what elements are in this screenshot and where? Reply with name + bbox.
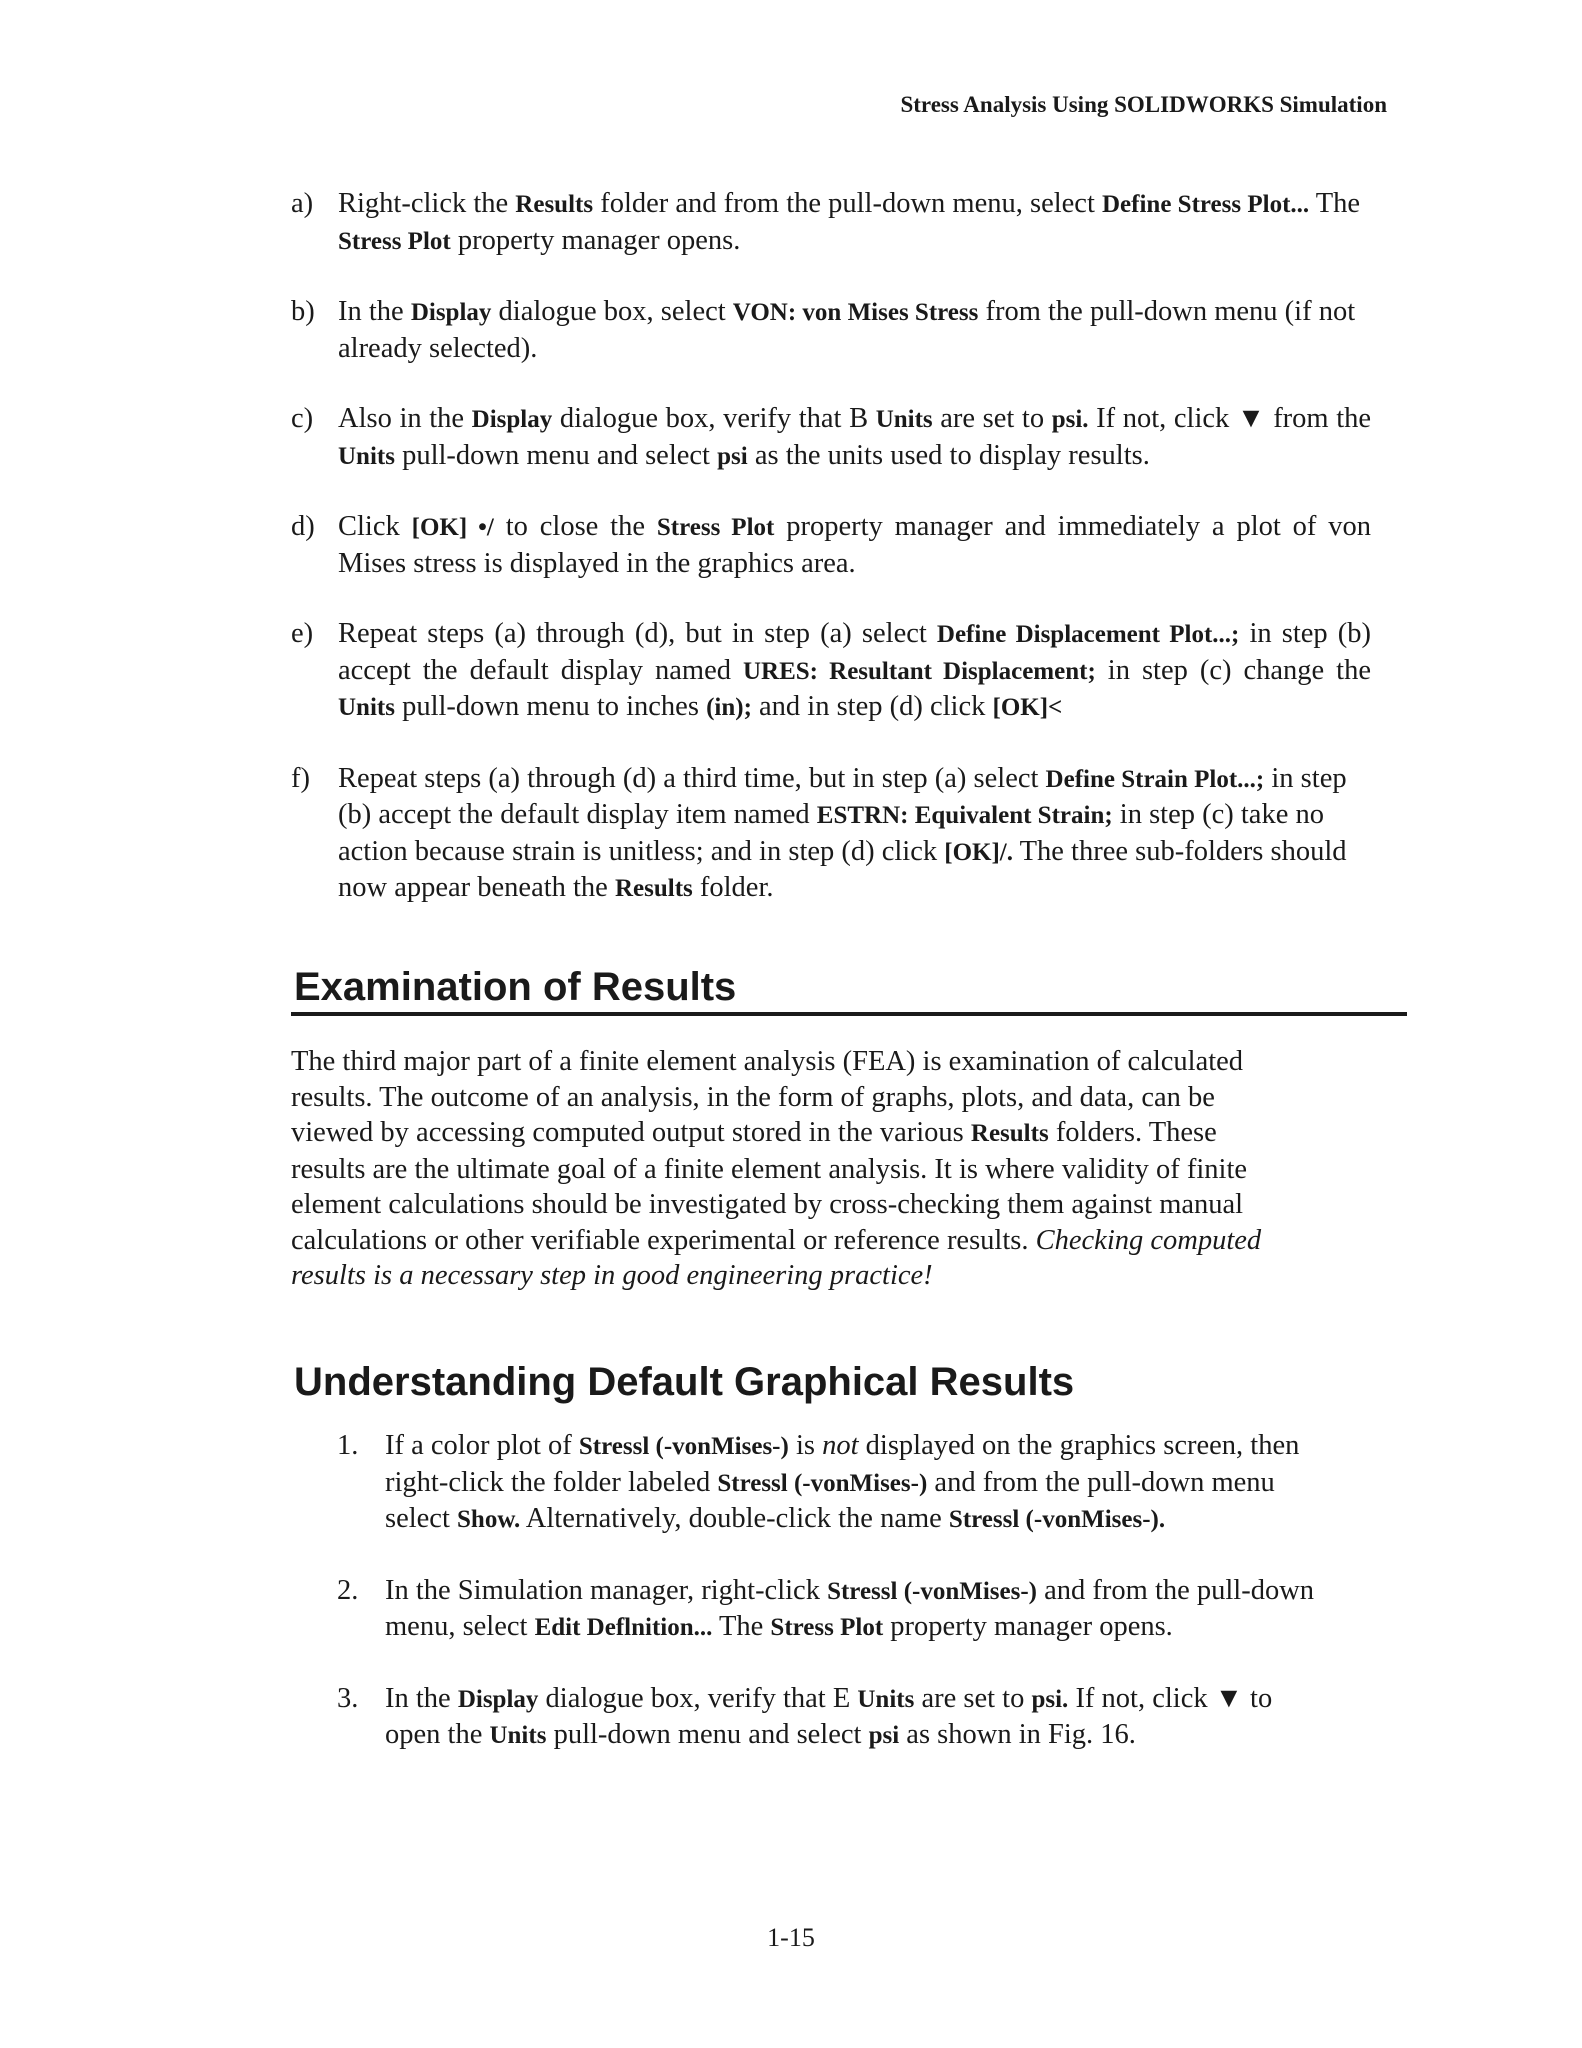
units-ref: Units: [338, 694, 395, 721]
units-ref: Units: [857, 1685, 915, 1713]
define-strain-plot-ref: Define Strain Plot...;: [1045, 765, 1265, 793]
step-number: 1.: [337, 1430, 359, 1461]
step-text: from the pull-down menu (if not already selected).: [338, 296, 1356, 364]
emphasis-text: Checking computed results is a necessary step in good engineering practice!: [291, 1224, 1262, 1291]
step-text: Also in the: [338, 403, 472, 434]
step-label: d): [291, 511, 315, 542]
step-text: Repeat steps (a) through (d), but in step (a) select: [338, 618, 937, 649]
step-text: In the Simulation manager, right-click: [385, 1574, 828, 1606]
step-text: If a color plot of: [385, 1430, 579, 1461]
step-text: to close the: [493, 511, 657, 542]
units-ref: Units: [338, 442, 395, 470]
numbered-step-1: [337, 1428, 1317, 1538]
results-folder-ref: Results: [970, 1120, 1049, 1147]
section-title-understanding: Understanding Default Graphical Results: [294, 1360, 1075, 1404]
step-f: [291, 761, 1371, 907]
estrn-ref: ESTRN: Equivalent Strain;: [816, 802, 1113, 829]
procedure-steps: [291, 186, 1371, 942]
ok-button-ref: [OK]/.: [944, 838, 1014, 866]
step-text: If not, click ▼ to open the: [385, 1682, 1273, 1750]
von-mises-ref: VON: von Mises Stress: [732, 299, 979, 326]
step-text: is: [788, 1430, 823, 1461]
step-text: folder.: [692, 872, 774, 903]
step-text: The: [712, 1611, 771, 1642]
step-text: dialogue box, select: [491, 296, 733, 327]
step-d: [291, 509, 1371, 581]
define-displacement-plot-ref: Define Displacement Plot...;: [936, 621, 1240, 648]
step-text: displayed on the graphics screen, then right-click the folder labeled: [385, 1430, 1300, 1498]
step-text: folder and from the pull-down menu, select: [593, 188, 1102, 219]
step-number: 2.: [337, 1574, 359, 1606]
units-ref: Units: [489, 1722, 547, 1749]
step-text: pull-down menu and select: [546, 1719, 869, 1750]
step-text: If not, click ▼ from the: [1088, 403, 1372, 434]
step-a: [291, 186, 1371, 259]
psi-ref: psi.: [1031, 1685, 1069, 1713]
emphasis-text: not: [822, 1430, 859, 1461]
section-rule: [291, 1012, 1407, 1016]
numbered-step-3: [337, 1681, 1317, 1754]
numbered-step-2: [337, 1573, 1317, 1646]
stress-folder-ref: Stressl (-vonMises-): [717, 1469, 928, 1497]
display-ref: Display: [471, 406, 553, 433]
stress-plot-ref: Stress Plot: [338, 227, 451, 255]
step-text: The three sub-folders should now appear beneath the: [338, 835, 1347, 903]
step-number: 3.: [337, 1682, 359, 1714]
step-text: The: [1309, 188, 1361, 219]
step-text: Click: [338, 511, 412, 542]
examination-paragraph: [291, 1044, 1291, 1294]
stress-folder-ref: Stressl (-vonMises-): [578, 1433, 789, 1460]
step-text: pull-down menu to inches: [394, 691, 707, 722]
step-text: Alternatively, double-click the name: [520, 1503, 949, 1534]
paragraph-text: folders. These results are the ultimate goal of a finite element analysis. It is where validity of finite element calculations should be investigated by cross-checking them against manual calculations or other verifiable experimental or reference results.: [291, 1117, 1248, 1256]
psi-ref: psi: [717, 442, 748, 470]
step-label: f): [291, 762, 310, 794]
results-folder-ref: Results: [515, 191, 594, 218]
section-title-examination: Examination of Results: [294, 965, 737, 1009]
stress-folder-ref: Stressl (-vonMises-).: [948, 1506, 1166, 1533]
step-text: and from the pull-down menu, select: [385, 1574, 1315, 1642]
define-stress-plot-ref: Define Stress Plot...: [1102, 191, 1310, 218]
step-b: [291, 294, 1371, 366]
step-e: [291, 616, 1371, 726]
step-text: property manager and immediately a plot of von Mises stress is displayed in the graphics area.: [338, 511, 1372, 579]
ok-button-ref: [OK]<: [992, 694, 1063, 721]
step-text: in step (c) take no action because strain is unitless; and in step (d) click: [338, 799, 1324, 867]
step-text: as shown in Fig. 16.: [899, 1719, 1136, 1750]
step-text: In the: [338, 296, 411, 327]
step-label: e): [291, 618, 314, 649]
step-text: in step (b) accept the default display item named: [338, 762, 1347, 830]
step-text: property manager opens.: [450, 224, 741, 256]
step-text: are set to: [932, 403, 1052, 434]
step-text: as the units used to display results.: [747, 439, 1150, 471]
display-ref: Display: [457, 1685, 539, 1713]
show-ref: Show.: [457, 1506, 521, 1533]
step-text: are set to: [914, 1682, 1032, 1714]
edit-definition-ref: Edit Deflnition...: [534, 1614, 713, 1641]
stress-folder-ref: Stressl (-vonMises-): [827, 1577, 1038, 1605]
page-number: 1-15: [767, 1923, 815, 1952]
step-label: c): [291, 403, 314, 434]
ok-button-ref: [OK] •/: [411, 514, 494, 541]
inches-ref: (in);: [706, 694, 752, 721]
step-c: [291, 401, 1371, 474]
step-text: pull-down menu and select: [394, 439, 718, 471]
step-text: and from the pull-down menu select: [385, 1466, 1275, 1534]
step-label: b): [291, 296, 315, 327]
numbered-steps: [337, 1428, 1317, 1789]
psi-ref: psi.: [1051, 406, 1089, 433]
stress-plot-ref: Stress Plot: [656, 514, 775, 541]
results-folder-ref: Results: [614, 875, 693, 902]
step-text: dialogue box, verify that E: [538, 1682, 858, 1714]
step-text: Right-click the: [338, 188, 516, 219]
step-text: property manager opens.: [883, 1611, 1173, 1642]
step-text: dialogue box, verify that B: [552, 403, 876, 434]
step-text: and in step (d) click: [751, 691, 993, 722]
units-ref: Units: [875, 406, 933, 433]
running-header: Stress Analysis Using SOLIDWORKS Simulation: [900, 92, 1387, 117]
display-ref: Display: [410, 299, 492, 326]
paragraph-text: The third major part of a finite element analysis (FEA) is examination of calculated results. The outcome of an analysis, in the form of graphs, plots, and data, can be viewed by accessing computed output stored in the various: [291, 1046, 1244, 1148]
step-text: in step (b) accept the default display named: [338, 618, 1371, 686]
psi-ref: psi: [868, 1722, 900, 1749]
step-text: in step (c) change the: [1095, 654, 1372, 686]
step-label: a): [291, 188, 314, 219]
stress-plot-ref: Stress Plot: [770, 1614, 884, 1641]
step-text: Repeat steps (a) through (d) a third time, but in step (a) select: [338, 762, 1046, 794]
ures-ref: URES: Resultant Displacement;: [743, 657, 1096, 685]
step-text: In the: [385, 1682, 458, 1714]
